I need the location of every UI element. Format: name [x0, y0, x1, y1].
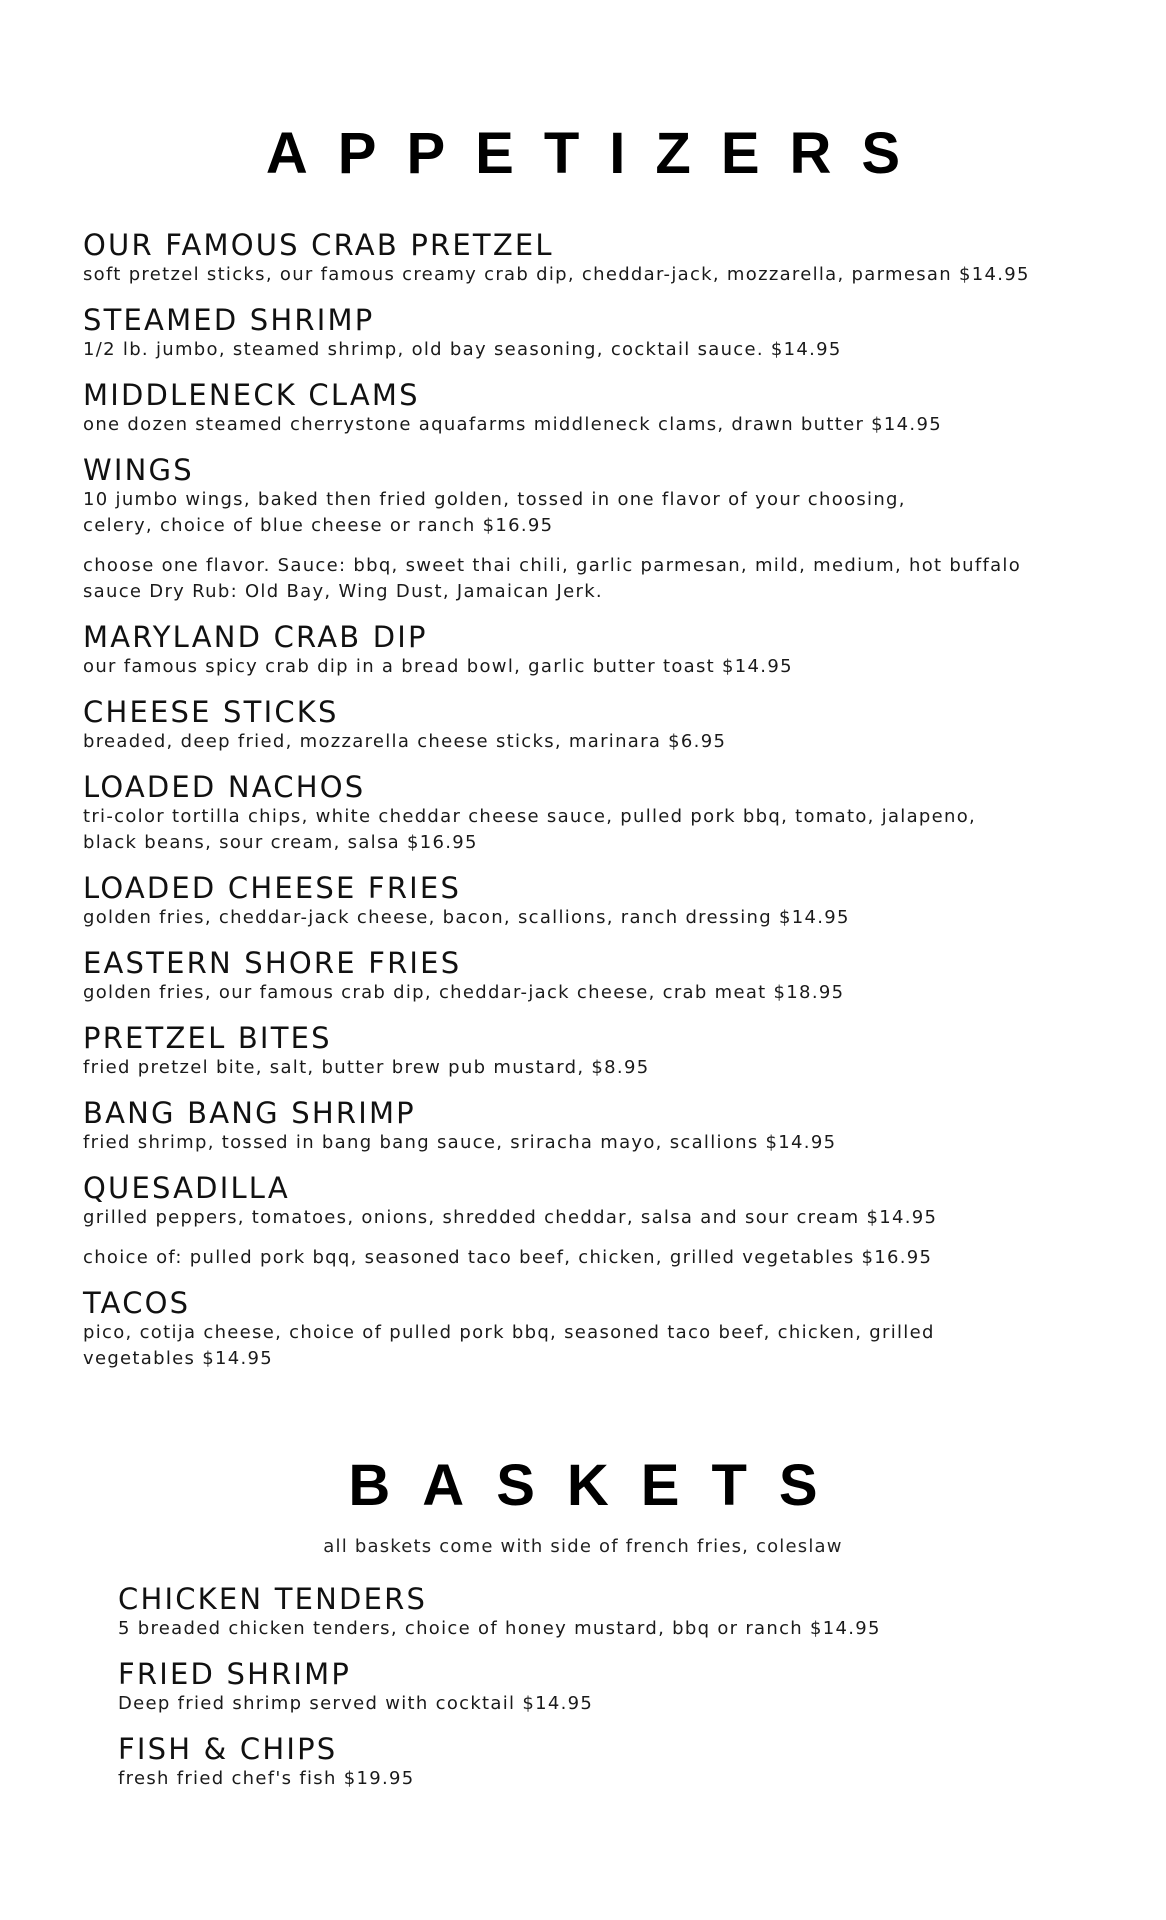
item-description: Deep fried shrimp served with cocktail $14.95 [118, 1693, 594, 1714]
menu-item [83, 453, 1083, 605]
item-description: 1/2 lb. jumbo, steamed shrimp, old bay seasoning, cocktail sauce. $14.95 [83, 339, 842, 360]
item-name: FISH & CHIPS [118, 1732, 338, 1766]
item-name: BANG BANG SHRIMP [83, 1096, 416, 1130]
menu-item [118, 1582, 1098, 1642]
item-description: pico, cotija cheese, choice of pulled pork bbq, seasoned taco beef, chicken, grilled vegetables $14.95 [83, 1322, 935, 1369]
menu-item [83, 1021, 1083, 1081]
item-name: MARYLAND CRAB DIP [83, 620, 428, 654]
item-name: CHICKEN TENDERS [118, 1582, 428, 1616]
item-description: our famous spicy crab dip in a bread bowl, garlic butter toast $14.95 [83, 656, 793, 677]
item-name: EASTERN SHORE FRIES [83, 946, 462, 980]
menu-item [118, 1732, 1098, 1792]
item-note: choose one flavor. Sauce: bbq, sweet thai chili, garlic parmesan, mild, medium, hot buffalo sauce Dry Rub: Old Bay, Wing Dust, Jamaican Jerk. [83, 555, 1022, 602]
baskets-list [118, 1582, 1098, 1807]
item-description: breaded, deep fried, mozzarella cheese sticks, marinara $6.95 [83, 731, 727, 752]
menu-item [118, 1657, 1098, 1717]
item-name: STEAMED SHRIMP [83, 303, 375, 337]
item-name: FRIED SHRIMP [118, 1657, 352, 1691]
appetizers-list [83, 228, 1083, 1387]
menu-item [83, 303, 1083, 363]
menu-item [83, 620, 1083, 680]
menu-item [83, 695, 1083, 755]
baskets-subtitle: all baskets come with side of french fries, coleslaw [323, 1536, 843, 1557]
item-name: MIDDLENECK CLAMS [83, 378, 420, 412]
item-note: choice of: pulled pork bqq, seasoned taco beef, chicken, grilled vegetables $16.95 [83, 1247, 933, 1268]
item-name: QUESADILLA [83, 1171, 290, 1205]
item-name: LOADED NACHOS [83, 770, 366, 804]
item-description: fried pretzel bite, salt, butter brew pub mustard, $8.95 [83, 1057, 650, 1078]
menu-item [83, 871, 1083, 931]
item-description: soft pretzel sticks, our famous creamy crab dip, cheddar-jack, mozzarella, parmesan $14.95 [83, 264, 1030, 285]
item-name: LOADED CHEESE FRIES [83, 871, 462, 905]
item-name: WINGS [83, 453, 194, 487]
item-description: tri-color tortilla chips, white cheddar cheese sauce, pulled pork bbq, tomato, jalapeno, black beans, sour cream, salsa $16.95 [83, 806, 977, 853]
item-description: golden fries, our famous crab dip, cheddar-jack cheese, crab meat $18.95 [83, 982, 845, 1003]
item-name: OUR FAMOUS CRAB PRETZEL [83, 228, 554, 262]
menu-item [83, 1171, 1083, 1271]
item-description: grilled peppers, tomatoes, onions, shredded cheddar, salsa and sour cream $14.95 [83, 1207, 938, 1228]
item-description: fresh fried chef's fish $19.95 [118, 1768, 415, 1789]
item-description: 10 jumbo wings, baked then fried golden, tossed in one flavor of your choosing, celery, choice of blue cheese or ranch $16.95 [83, 489, 906, 536]
menu-item [83, 1096, 1083, 1156]
appetizers-heading: APPETIZERS [265, 121, 931, 186]
item-description: golden fries, cheddar-jack cheese, bacon, scallions, ranch dressing $14.95 [83, 907, 850, 928]
menu-item [83, 1286, 1083, 1372]
item-description: one dozen steamed cherrystone aquafarms middleneck clams, drawn butter $14.95 [83, 414, 942, 435]
item-name: CHEESE STICKS [83, 695, 339, 729]
menu-item [83, 946, 1083, 1006]
item-name: PRETZEL BITES [83, 1021, 332, 1055]
menu-item [83, 378, 1083, 438]
menu-item [83, 228, 1083, 288]
item-description: fried shrimp, tossed in bang bang sauce, sriracha mayo, scallions $14.95 [83, 1132, 837, 1153]
item-name: TACOS [83, 1286, 191, 1320]
item-description: 5 breaded chicken tenders, choice of honey mustard, bbq or ranch $14.95 [118, 1618, 881, 1639]
baskets-heading: BASKETS [348, 1453, 850, 1518]
menu-item [83, 770, 1083, 856]
